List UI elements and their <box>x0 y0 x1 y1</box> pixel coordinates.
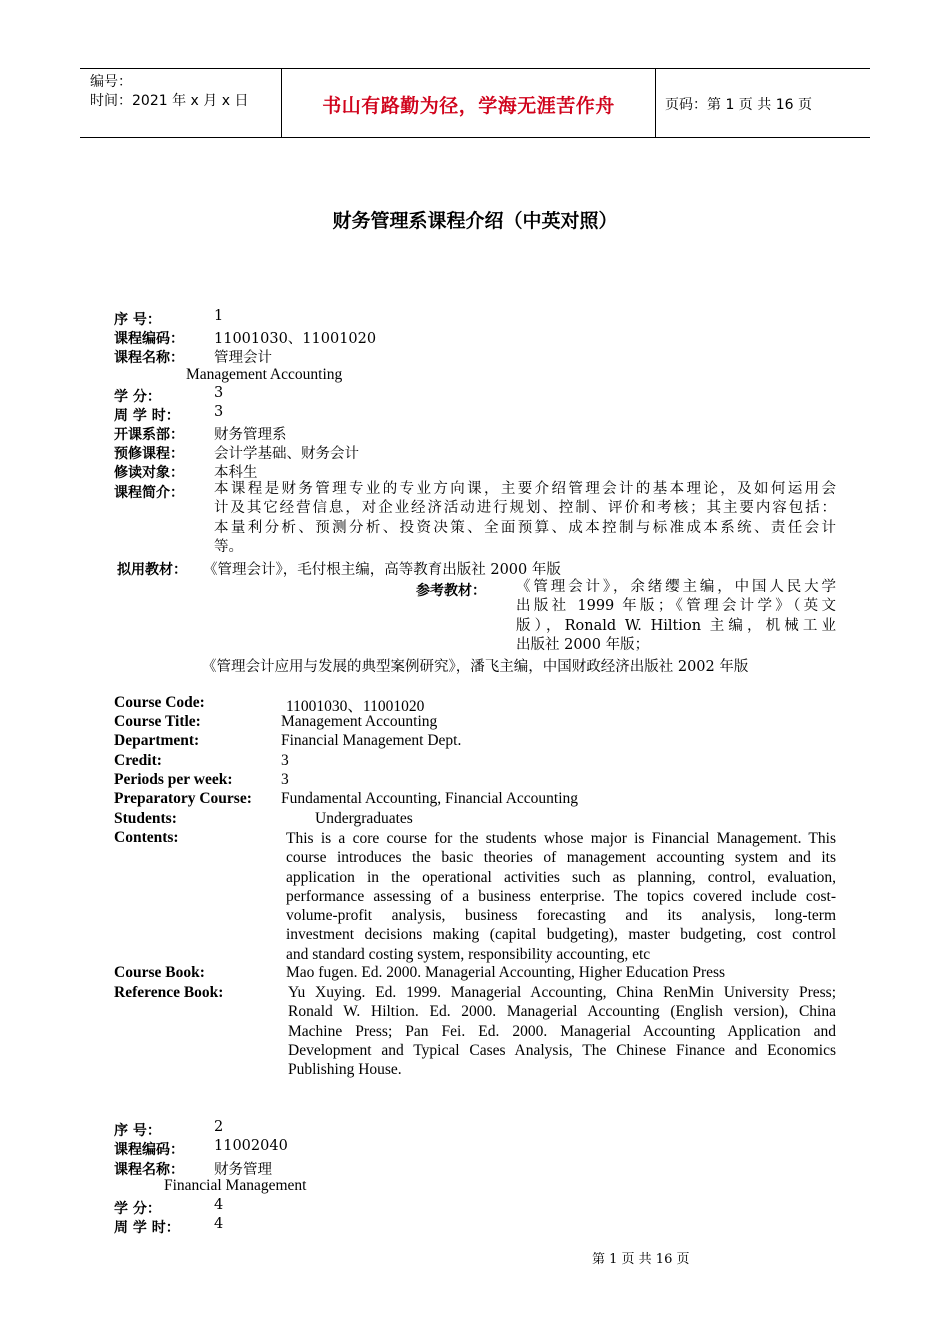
course-book-label-en: Course Book: <box>114 964 205 981</box>
preparatory-label-en: Preparatory Course: <box>114 790 252 807</box>
credit-value-en: 3 <box>281 752 289 769</box>
contents-line: This is a core course for the students whose major is Financial Management. This <box>286 830 836 847</box>
header-divider <box>655 69 656 137</box>
reference-book-line: Development and Typical Cases Analysis, The Chinese Finance and Economics <box>288 1041 836 1059</box>
reference-line: 出版社 2000 年版； <box>516 637 650 654</box>
weekly-hours-label-2: 周 学 时： <box>114 1220 180 1236</box>
credit-label-en: Credit: <box>114 752 162 769</box>
time-label: 时间：2021 年 x 月 x 日 <box>90 93 249 109</box>
course-name-english-2: Financial Management <box>164 1177 307 1194</box>
header-meta <box>90 73 248 111</box>
reference-line: 出版社 1999 年版；《管理会计学》（英文 <box>516 598 836 615</box>
credit-label: 学 分： <box>114 389 161 405</box>
seq-value: 1 <box>214 308 224 324</box>
reference-book-label-en: Reference Book: <box>114 984 224 1001</box>
seq-label: 序 号： <box>114 312 161 328</box>
intro-line: 计及其它经营信息，对企业经济活动进行规划、控制、评价和考核；其主要内容包括： <box>214 500 836 517</box>
reference-book-line: Publishing House. <box>288 1061 402 1079</box>
reference-line: 版），Ronald W. Hiltion 主编，机械工业 <box>516 617 836 634</box>
course-code-label: 课程编码： <box>114 331 184 347</box>
credit-value: 3 <box>214 385 224 401</box>
periods-label-en: Periods per week: <box>114 771 233 788</box>
course-code-value: 11001030、11001020 <box>214 331 377 347</box>
department-label: 开课系部： <box>114 427 184 443</box>
course-name-value: 管理会计 <box>214 350 272 366</box>
page-header <box>80 68 870 138</box>
course-code-label-en: Course Code: <box>114 694 205 711</box>
contents-line: investment decisions making (capital budgeting), master budgeting, cost control <box>286 926 836 944</box>
department-value-en: Financial Management Dept. <box>281 732 462 749</box>
page-footer: 第 1 页 共 16 页 <box>592 1252 690 1267</box>
contents-line: volume-profit analysis, business forecasting and its analysis, long-term <box>286 907 836 925</box>
textbook-value: 《管理会计》，毛付根主编，高等教育出版社 2000 年版 <box>203 562 561 578</box>
prerequisite-label: 预修课程： <box>114 446 184 462</box>
reference-text <box>516 578 836 656</box>
department-label-en: Department: <box>114 732 200 749</box>
reference-book-line: Ronald W. Hiltion. Ed. 2000. Managerial Accounting (English version), China <box>288 1003 836 1021</box>
course-book-value-en: Mao fugen. Ed. 2000. Managerial Accounting, Higher Education Press <box>286 964 726 981</box>
contents-text-en <box>286 829 836 964</box>
intro-line: 本量利分析、预测分析、投资决策、全面预算、成本控制与标准成本系统、责任会计 <box>214 519 836 536</box>
department-value: 财务管理系 <box>214 427 287 443</box>
periods-value-en: 3 <box>281 771 289 788</box>
course-code-label-2: 课程编码： <box>114 1142 184 1158</box>
credit-label-2: 学 分： <box>114 1201 161 1217</box>
students-value-en: Undergraduates <box>315 810 413 827</box>
contents-label-en: Contents: <box>114 829 179 846</box>
intro-text <box>214 480 836 558</box>
seq-label-2: 序 号： <box>114 1123 161 1139</box>
intro-line: 等。 <box>214 539 243 556</box>
weekly-hours-label: 周 学 时： <box>114 408 180 424</box>
prerequisite-value: 会计学基础、财务会计 <box>214 446 359 462</box>
credit-value-2: 4 <box>214 1197 224 1213</box>
contents-line: and standard costing system, responsibility accounting, etc <box>286 945 651 963</box>
reference-last-line: 《管理会计应用与发展的典型案例研究》，潘飞主编，中国财政经济出版社 2002 年版 <box>202 659 749 675</box>
number-label: 编号： <box>90 74 132 90</box>
students-label-en: Students: <box>114 810 177 827</box>
reference-line: 《管理会计》，余绪缨主编，中国人民大学 <box>516 579 836 595</box>
reference-book-text-en <box>288 983 836 1079</box>
course-code-value-en: 11001030、11001020 <box>286 698 425 715</box>
reference-book-line: Yu Xuying. Ed. 1999. Managerial Accounting, China RenMin University Press; <box>288 984 836 1001</box>
contents-line: course introduces the basic theories of management accounting system and its <box>286 849 836 867</box>
header-page-info: 页码：第 1 页 共 16 页 <box>665 97 812 113</box>
contents-line: performance assessing of a business enterprise. The topics covered include cost- <box>286 887 836 905</box>
course-name-english: Management Accounting <box>186 366 343 383</box>
weekly-hours-value-2: 4 <box>214 1216 224 1232</box>
students-value: 本科生 <box>214 465 258 481</box>
contents-line: application in the operational activities such as planning, control, evaluation, <box>286 868 836 886</box>
preparatory-value-en: Fundamental Accounting, Financial Accounting <box>281 790 579 807</box>
reference-label: 参考教材： <box>416 583 486 599</box>
reference-book-line: Machine Press; Pan Fei. Ed. 2000. Managerial Accounting Application and <box>288 1022 836 1040</box>
page-title: 财务管理系课程介绍（中英对照） <box>332 210 618 232</box>
intro-line: 本课程是财务管理专业的专业方向课，主要介绍管理会计的基本理论，及如何运用会 <box>214 481 836 497</box>
course-title-value-en: Management Accounting <box>281 713 438 730</box>
course-code-value-2: 11002040 <box>214 1138 288 1154</box>
seq-value-2: 2 <box>214 1119 224 1135</box>
students-label: 修读对象： <box>114 465 184 481</box>
course-title-label-en: Course Title: <box>114 713 201 730</box>
course-name-label: 课程名称： <box>114 350 184 366</box>
textbook-label: 拟用教材： <box>117 562 187 578</box>
header-motto: 书山有路勤为径，学海无涯苦作舟 <box>322 95 615 117</box>
weekly-hours-value: 3 <box>214 404 224 420</box>
course-name-value-2: 财务管理 <box>214 1162 272 1178</box>
course-name-label-2: 课程名称： <box>114 1162 184 1178</box>
intro-label: 课程简介： <box>114 485 184 501</box>
